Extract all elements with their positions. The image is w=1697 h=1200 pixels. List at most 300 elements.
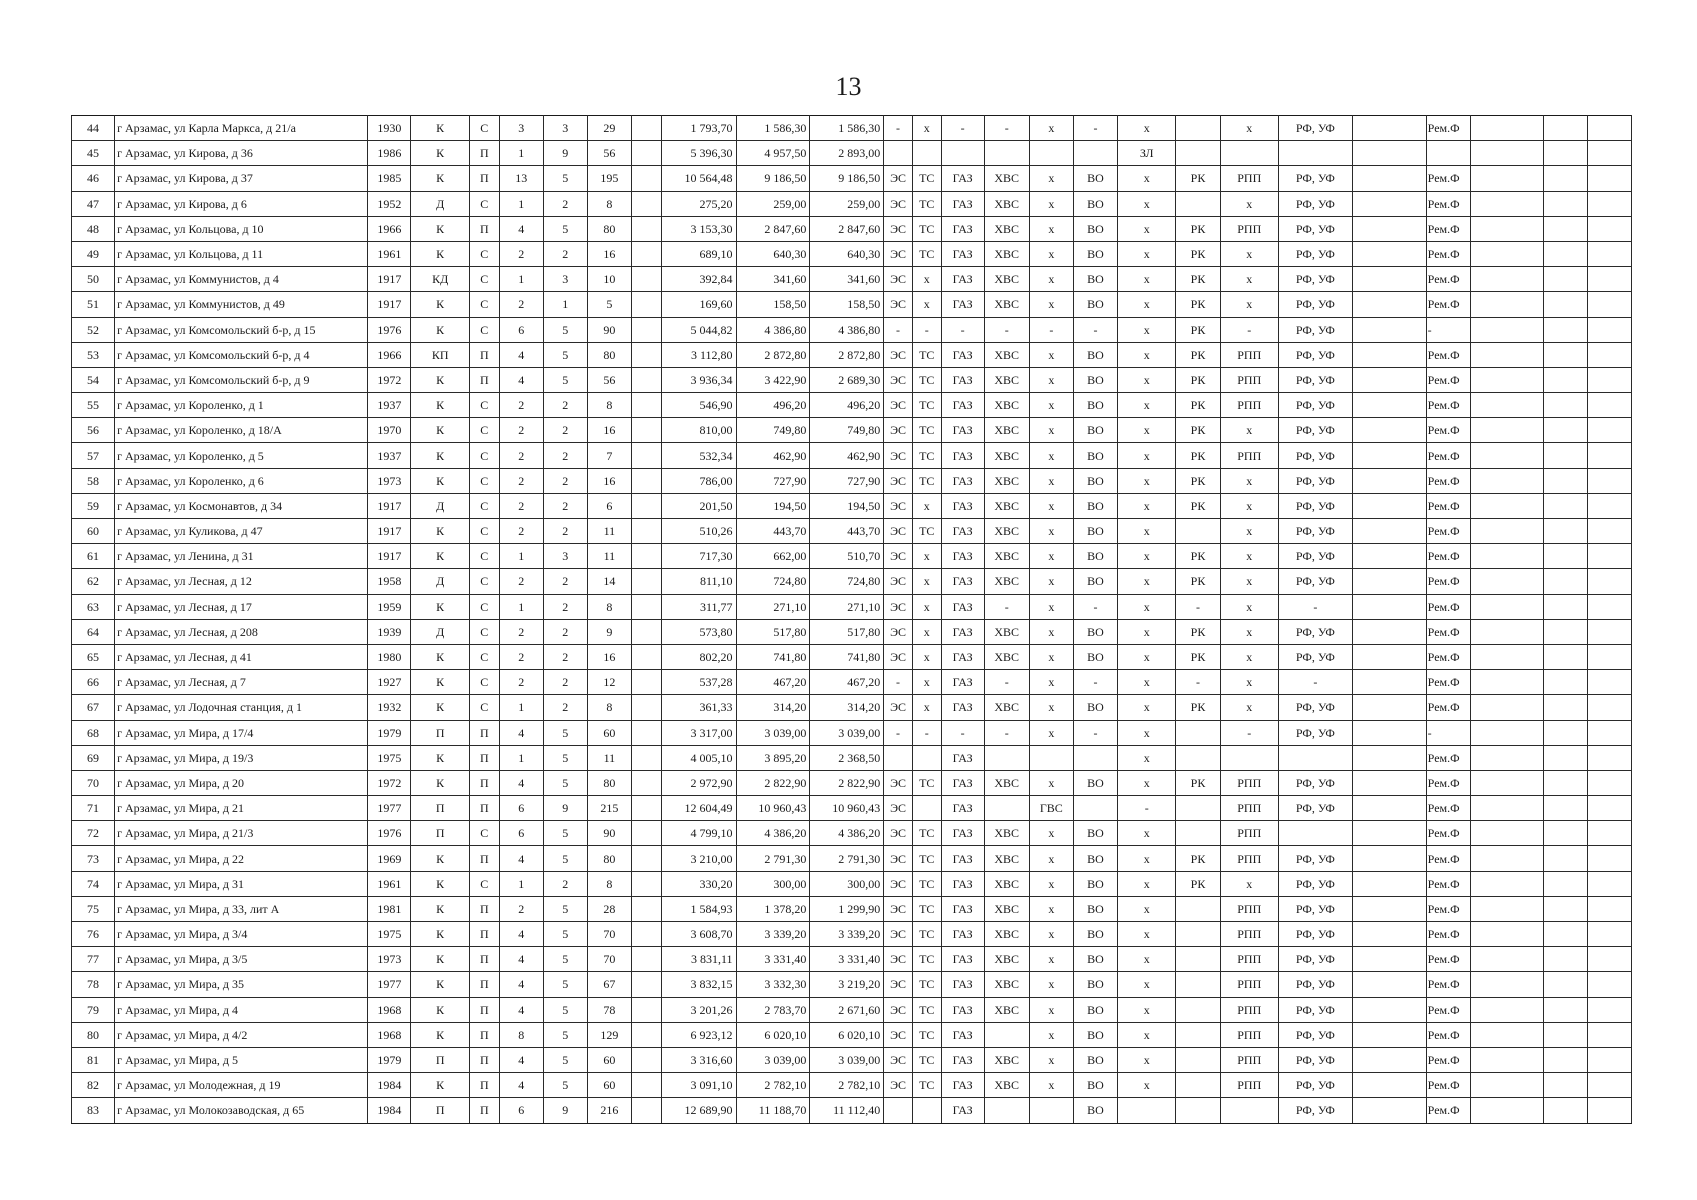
cell-blank xyxy=(1587,1073,1631,1098)
table-row xyxy=(72,695,1632,720)
cell-hot-water: х xyxy=(1029,367,1073,392)
cell-blank xyxy=(1543,796,1587,821)
cell-residential-area: 749,80 xyxy=(810,418,884,443)
cell-blank xyxy=(631,644,661,669)
cell-sewerage: ВО xyxy=(1073,519,1117,544)
cell-address: г Арзамас, ул Мира, д 3/5 xyxy=(115,947,368,972)
cell-sewerage: - xyxy=(1073,317,1117,342)
cell-blank xyxy=(1587,493,1631,518)
cell-residential-area: 727,90 xyxy=(810,468,884,493)
cell-col-22: РФ, УФ xyxy=(1278,1022,1352,1047)
cell-build-year: 1985 xyxy=(368,166,411,191)
cell-col-19: х xyxy=(1117,821,1175,846)
cell-build-year: 1976 xyxy=(368,317,411,342)
cell-entrances: 4 xyxy=(499,1047,543,1072)
cell-row-number: 63 xyxy=(72,594,115,619)
cell-residential-area: 341,60 xyxy=(810,267,884,292)
cell-col-20: РК xyxy=(1176,544,1220,569)
cell-blank xyxy=(631,317,661,342)
cell-row-number: 44 xyxy=(72,116,115,141)
cell-blank xyxy=(1470,1073,1543,1098)
cell-repair-fund: Рем.Ф xyxy=(1426,670,1470,695)
cell-apartments: 60 xyxy=(587,1073,631,1098)
cell-entrances: 13 xyxy=(499,166,543,191)
cell-col-21: РПП xyxy=(1220,216,1278,241)
cell-total-area: 3 316,60 xyxy=(661,1047,736,1072)
cell-category: С xyxy=(469,519,499,544)
cell-blank xyxy=(1587,317,1631,342)
cell-blank xyxy=(631,393,661,418)
cell-floors: 5 xyxy=(543,166,587,191)
cell-blank xyxy=(1587,972,1631,997)
cell-total-area: 786,00 xyxy=(661,468,736,493)
table-row xyxy=(72,393,1632,418)
cell-cold-water: - xyxy=(984,670,1029,695)
cell-blank xyxy=(1543,292,1587,317)
cell-hot-water: х xyxy=(1029,947,1073,972)
cell-sewerage: ВО xyxy=(1073,871,1117,896)
cell-blank xyxy=(1470,493,1543,518)
cell-row-number: 73 xyxy=(72,846,115,871)
table-row xyxy=(72,846,1632,871)
cell-blank xyxy=(1587,922,1631,947)
table-row xyxy=(72,871,1632,896)
cell-col-21: РПП xyxy=(1220,443,1278,468)
cell-category: С xyxy=(469,468,499,493)
table-row xyxy=(72,1073,1632,1098)
cell-blank xyxy=(1587,443,1631,468)
table-row xyxy=(72,544,1632,569)
cell-address: г Арзамас, ул Лесная, д 17 xyxy=(115,594,368,619)
cell-electricity: ЭС xyxy=(884,241,913,266)
cell-blank xyxy=(1543,241,1587,266)
cell-col-20: РК xyxy=(1176,493,1220,518)
cell-blank xyxy=(1543,216,1587,241)
cell-category: П xyxy=(469,1073,499,1098)
cell-build-year: 1958 xyxy=(368,569,411,594)
cell-col-20 xyxy=(1176,720,1220,745)
cell-blank xyxy=(631,871,661,896)
cell-repair-fund: Рем.Ф xyxy=(1426,896,1470,921)
cell-col-21 xyxy=(1220,141,1278,166)
cell-blank xyxy=(1543,317,1587,342)
cell-repair-fund: Рем.Ф xyxy=(1426,519,1470,544)
cell-col-20: РК xyxy=(1176,342,1220,367)
cell-total-area: 811,10 xyxy=(661,569,736,594)
cell-living-area: 749,80 xyxy=(736,418,810,443)
cell-hot-water xyxy=(1029,1098,1073,1123)
cell-total-area: 4 799,10 xyxy=(661,821,736,846)
cell-residential-area: 314,20 xyxy=(810,695,884,720)
cell-total-area: 311,77 xyxy=(661,594,736,619)
cell-col-21: РПП xyxy=(1220,1047,1278,1072)
cell-col-22: РФ, УФ xyxy=(1278,972,1352,997)
cell-hot-water: х xyxy=(1029,821,1073,846)
cell-address: г Арзамас, ул Кольцова, д 11 xyxy=(115,241,368,266)
cell-category: С xyxy=(469,241,499,266)
cell-blank xyxy=(1352,141,1426,166)
cell-hot-water: х xyxy=(1029,1073,1073,1098)
cell-build-year: 1979 xyxy=(368,1047,411,1072)
cell-living-area: 300,00 xyxy=(736,871,810,896)
cell-residential-area: 741,80 xyxy=(810,644,884,669)
cell-col-20 xyxy=(1176,1047,1220,1072)
cell-blank xyxy=(1587,292,1631,317)
cell-sewerage xyxy=(1073,745,1117,770)
cell-gas: - xyxy=(941,317,984,342)
cell-wall-material: К xyxy=(411,116,469,141)
cell-blank xyxy=(1352,695,1426,720)
cell-blank xyxy=(1352,519,1426,544)
cell-residential-area: 6 020,10 xyxy=(810,1022,884,1047)
cell-heating: ТС xyxy=(912,342,941,367)
cell-blank xyxy=(1543,695,1587,720)
cell-living-area: 4 957,50 xyxy=(736,141,810,166)
cell-living-area: 194,50 xyxy=(736,493,810,518)
cell-address: г Арзамас, ул Лесная, д 7 xyxy=(115,670,368,695)
cell-blank xyxy=(1587,468,1631,493)
table-row xyxy=(72,116,1632,141)
cell-blank xyxy=(1587,594,1631,619)
cell-entrances: 4 xyxy=(499,922,543,947)
cell-hot-water: х xyxy=(1029,922,1073,947)
cell-cold-water: ХВС xyxy=(984,922,1029,947)
cell-floors: 5 xyxy=(543,342,587,367)
cell-blank xyxy=(1543,569,1587,594)
cell-floors: 5 xyxy=(543,1073,587,1098)
cell-blank xyxy=(631,267,661,292)
cell-col-19: х xyxy=(1117,670,1175,695)
cell-entrances: 2 xyxy=(499,443,543,468)
cell-blank xyxy=(1543,468,1587,493)
cell-col-21 xyxy=(1220,1098,1278,1123)
cell-electricity: ЭС xyxy=(884,569,913,594)
cell-address: г Арзамас, ул Мира, д 5 xyxy=(115,1047,368,1072)
cell-electricity: - xyxy=(884,670,913,695)
cell-repair-fund: Рем.Ф xyxy=(1426,796,1470,821)
cell-wall-material: К xyxy=(411,594,469,619)
cell-repair-fund: Рем.Ф xyxy=(1426,922,1470,947)
cell-category: П xyxy=(469,770,499,795)
cell-cold-water: ХВС xyxy=(984,569,1029,594)
cell-repair-fund: Рем.Ф xyxy=(1426,1047,1470,1072)
cell-electricity: ЭС xyxy=(884,947,913,972)
table-row xyxy=(72,1047,1632,1072)
cell-col-21: х xyxy=(1220,493,1278,518)
table-row xyxy=(72,997,1632,1022)
cell-sewerage: - xyxy=(1073,670,1117,695)
cell-electricity: ЭС xyxy=(884,493,913,518)
cell-build-year: 1932 xyxy=(368,695,411,720)
cell-apartments: 7 xyxy=(587,443,631,468)
cell-col-21: х xyxy=(1220,468,1278,493)
cell-build-year: 1975 xyxy=(368,922,411,947)
cell-apartments: 11 xyxy=(587,544,631,569)
cell-col-20: - xyxy=(1176,594,1220,619)
cell-category: С xyxy=(469,871,499,896)
cell-heating: х xyxy=(912,644,941,669)
cell-row-number: 52 xyxy=(72,317,115,342)
cell-col-22: РФ, УФ xyxy=(1278,393,1352,418)
cell-entrances: 6 xyxy=(499,1098,543,1123)
table-row xyxy=(72,972,1632,997)
cell-living-area: 2 783,70 xyxy=(736,997,810,1022)
cell-floors: 2 xyxy=(543,468,587,493)
cell-residential-area: 467,20 xyxy=(810,670,884,695)
cell-row-number: 55 xyxy=(72,393,115,418)
cell-residential-area: 2 782,10 xyxy=(810,1073,884,1098)
cell-gas: ГАЗ xyxy=(941,997,984,1022)
cell-blank xyxy=(631,770,661,795)
cell-col-21: х xyxy=(1220,871,1278,896)
cell-heating: ТС xyxy=(912,770,941,795)
cell-build-year: 1970 xyxy=(368,418,411,443)
cell-blank xyxy=(1543,619,1587,644)
cell-sewerage: ВО xyxy=(1073,443,1117,468)
cell-electricity: ЭС xyxy=(884,393,913,418)
cell-blank xyxy=(631,569,661,594)
cell-build-year: 1980 xyxy=(368,644,411,669)
cell-total-area: 12 604,49 xyxy=(661,796,736,821)
cell-total-area: 3 091,10 xyxy=(661,1073,736,1098)
cell-blank xyxy=(1470,267,1543,292)
cell-apartments: 10 xyxy=(587,267,631,292)
cell-build-year: 1930 xyxy=(368,116,411,141)
cell-hot-water: х xyxy=(1029,871,1073,896)
cell-electricity: ЭС xyxy=(884,695,913,720)
cell-gas: ГАЗ xyxy=(941,493,984,518)
cell-repair-fund: Рем.Ф xyxy=(1426,241,1470,266)
cell-entrances: 1 xyxy=(499,695,543,720)
table-row xyxy=(72,947,1632,972)
cell-apartments: 90 xyxy=(587,317,631,342)
cell-blank xyxy=(1352,770,1426,795)
cell-repair-fund: Рем.Ф xyxy=(1426,116,1470,141)
cell-build-year: 1917 xyxy=(368,292,411,317)
cell-hot-water: х xyxy=(1029,267,1073,292)
cell-living-area: 2 782,10 xyxy=(736,1073,810,1098)
cell-wall-material: К xyxy=(411,317,469,342)
cell-blank xyxy=(1470,821,1543,846)
cell-entrances: 6 xyxy=(499,796,543,821)
cell-blank xyxy=(1587,393,1631,418)
cell-sewerage: ВО xyxy=(1073,1047,1117,1072)
cell-residential-area: 724,80 xyxy=(810,569,884,594)
cell-repair-fund: Рем.Ф xyxy=(1426,997,1470,1022)
cell-wall-material: Д xyxy=(411,569,469,594)
cell-col-21: х xyxy=(1220,519,1278,544)
cell-sewerage: ВО xyxy=(1073,393,1117,418)
cell-cold-water: ХВС xyxy=(984,418,1029,443)
cell-blank xyxy=(1352,493,1426,518)
cell-blank xyxy=(1543,191,1587,216)
cell-build-year: 1986 xyxy=(368,141,411,166)
cell-category: П xyxy=(469,720,499,745)
cell-floors: 2 xyxy=(543,418,587,443)
cell-residential-area: 4 386,20 xyxy=(810,821,884,846)
cell-col-20: РК xyxy=(1176,695,1220,720)
cell-living-area: 158,50 xyxy=(736,292,810,317)
cell-entrances: 4 xyxy=(499,720,543,745)
cell-hot-water: х xyxy=(1029,241,1073,266)
cell-electricity: ЭС xyxy=(884,443,913,468)
cell-row-number: 59 xyxy=(72,493,115,518)
cell-floors: 2 xyxy=(543,594,587,619)
cell-col-20 xyxy=(1176,116,1220,141)
cell-cold-water: ХВС xyxy=(984,1073,1029,1098)
cell-residential-area: 2 368,50 xyxy=(810,745,884,770)
cell-wall-material: К xyxy=(411,896,469,921)
cell-sewerage: ВО xyxy=(1073,544,1117,569)
cell-col-21: х xyxy=(1220,267,1278,292)
cell-col-22: РФ, УФ xyxy=(1278,191,1352,216)
cell-build-year: 1973 xyxy=(368,468,411,493)
cell-wall-material: П xyxy=(411,720,469,745)
cell-build-year: 1977 xyxy=(368,972,411,997)
table-row xyxy=(72,1098,1632,1123)
cell-heating: ТС xyxy=(912,418,941,443)
cell-repair-fund: Рем.Ф xyxy=(1426,443,1470,468)
cell-col-22: - xyxy=(1278,670,1352,695)
cell-floors: 2 xyxy=(543,695,587,720)
cell-living-area: 1 586,30 xyxy=(736,116,810,141)
cell-address: г Арзамас, ул Кирова, д 36 xyxy=(115,141,368,166)
cell-col-19: х xyxy=(1117,342,1175,367)
cell-blank xyxy=(1352,393,1426,418)
cell-blank xyxy=(1352,166,1426,191)
cell-apartments: 28 xyxy=(587,896,631,921)
cell-wall-material: П xyxy=(411,1047,469,1072)
cell-cold-water: ХВС xyxy=(984,770,1029,795)
cell-cold-water: ХВС xyxy=(984,191,1029,216)
cell-heating: х xyxy=(912,493,941,518)
cell-col-22: РФ, УФ xyxy=(1278,443,1352,468)
cell-total-area: 1 584,93 xyxy=(661,896,736,921)
cell-floors: 2 xyxy=(543,191,587,216)
cell-blank xyxy=(1587,418,1631,443)
cell-hot-water: х xyxy=(1029,770,1073,795)
cell-blank xyxy=(1470,241,1543,266)
cell-wall-material: К xyxy=(411,367,469,392)
cell-col-20: РК xyxy=(1176,569,1220,594)
cell-col-19: х xyxy=(1117,468,1175,493)
cell-address: г Арзамас, ул Мира, д 4/2 xyxy=(115,1022,368,1047)
cell-sewerage: ВО xyxy=(1073,191,1117,216)
cell-wall-material: К xyxy=(411,241,469,266)
cell-entrances: 2 xyxy=(499,292,543,317)
cell-apartments: 56 xyxy=(587,141,631,166)
cell-hot-water: х xyxy=(1029,670,1073,695)
cell-entrances: 4 xyxy=(499,367,543,392)
cell-blank xyxy=(1470,770,1543,795)
cell-blank xyxy=(1352,1073,1426,1098)
cell-electricity: ЭС xyxy=(884,468,913,493)
registry-body xyxy=(72,116,1632,1124)
cell-sewerage: ВО xyxy=(1073,972,1117,997)
cell-hot-water: х xyxy=(1029,594,1073,619)
cell-sewerage: ВО xyxy=(1073,1073,1117,1098)
cell-blank xyxy=(1470,619,1543,644)
cell-category: П xyxy=(469,922,499,947)
cell-blank xyxy=(1470,896,1543,921)
cell-category: С xyxy=(469,544,499,569)
cell-residential-area: 517,80 xyxy=(810,619,884,644)
cell-blank xyxy=(1587,1047,1631,1072)
cell-blank xyxy=(1587,720,1631,745)
cell-blank xyxy=(1587,695,1631,720)
cell-wall-material: К xyxy=(411,468,469,493)
cell-residential-area: 9 186,50 xyxy=(810,166,884,191)
cell-blank xyxy=(1470,947,1543,972)
cell-entrances: 1 xyxy=(499,191,543,216)
table-row xyxy=(72,619,1632,644)
cell-total-area: 330,20 xyxy=(661,871,736,896)
cell-total-area: 3 153,30 xyxy=(661,216,736,241)
cell-build-year: 1966 xyxy=(368,342,411,367)
cell-blank xyxy=(1352,1098,1426,1123)
cell-hot-water xyxy=(1029,745,1073,770)
cell-electricity: ЭС xyxy=(884,216,913,241)
cell-sewerage: ВО xyxy=(1073,947,1117,972)
cell-col-19: х xyxy=(1117,846,1175,871)
cell-col-21: РПП xyxy=(1220,393,1278,418)
cell-heating: ТС xyxy=(912,896,941,921)
cell-address: г Арзамас, ул Мира, д 3/4 xyxy=(115,922,368,947)
cell-blank xyxy=(1352,1047,1426,1072)
cell-cold-water: ХВС xyxy=(984,493,1029,518)
cell-floors: 3 xyxy=(543,544,587,569)
cell-col-21: х xyxy=(1220,116,1278,141)
cell-blank xyxy=(1543,166,1587,191)
cell-electricity: ЭС xyxy=(884,1022,913,1047)
cell-col-20 xyxy=(1176,947,1220,972)
cell-entrances: 2 xyxy=(499,644,543,669)
cell-category: П xyxy=(469,141,499,166)
cell-electricity: ЭС xyxy=(884,972,913,997)
cell-blank xyxy=(1543,367,1587,392)
cell-col-21: РПП xyxy=(1220,896,1278,921)
cell-sewerage: ВО xyxy=(1073,342,1117,367)
cell-repair-fund: Рем.Ф xyxy=(1426,216,1470,241)
cell-blank xyxy=(1470,796,1543,821)
cell-residential-area: 158,50 xyxy=(810,292,884,317)
cell-residential-area: 2 671,60 xyxy=(810,997,884,1022)
cell-category: С xyxy=(469,393,499,418)
cell-hot-water: х xyxy=(1029,695,1073,720)
cell-blank xyxy=(1470,922,1543,947)
cell-build-year: 1927 xyxy=(368,670,411,695)
cell-sewerage: ВО xyxy=(1073,695,1117,720)
cell-wall-material: К xyxy=(411,418,469,443)
cell-category: П xyxy=(469,1098,499,1123)
cell-blank xyxy=(1543,116,1587,141)
cell-category: П xyxy=(469,1022,499,1047)
cell-category: С xyxy=(469,821,499,846)
cell-sewerage: - xyxy=(1073,594,1117,619)
cell-entrances: 1 xyxy=(499,594,543,619)
cell-address: г Арзамас, ул Комсомольский б-р, д 9 xyxy=(115,367,368,392)
cell-heating: х xyxy=(912,292,941,317)
cell-blank xyxy=(1543,418,1587,443)
cell-col-22: РФ, УФ xyxy=(1278,292,1352,317)
cell-blank xyxy=(1587,241,1631,266)
cell-heating xyxy=(912,141,941,166)
cell-living-area: 1 378,20 xyxy=(736,896,810,921)
cell-build-year: 1968 xyxy=(368,997,411,1022)
table-row xyxy=(72,796,1632,821)
cell-category: П xyxy=(469,342,499,367)
cell-col-22: РФ, УФ xyxy=(1278,695,1352,720)
